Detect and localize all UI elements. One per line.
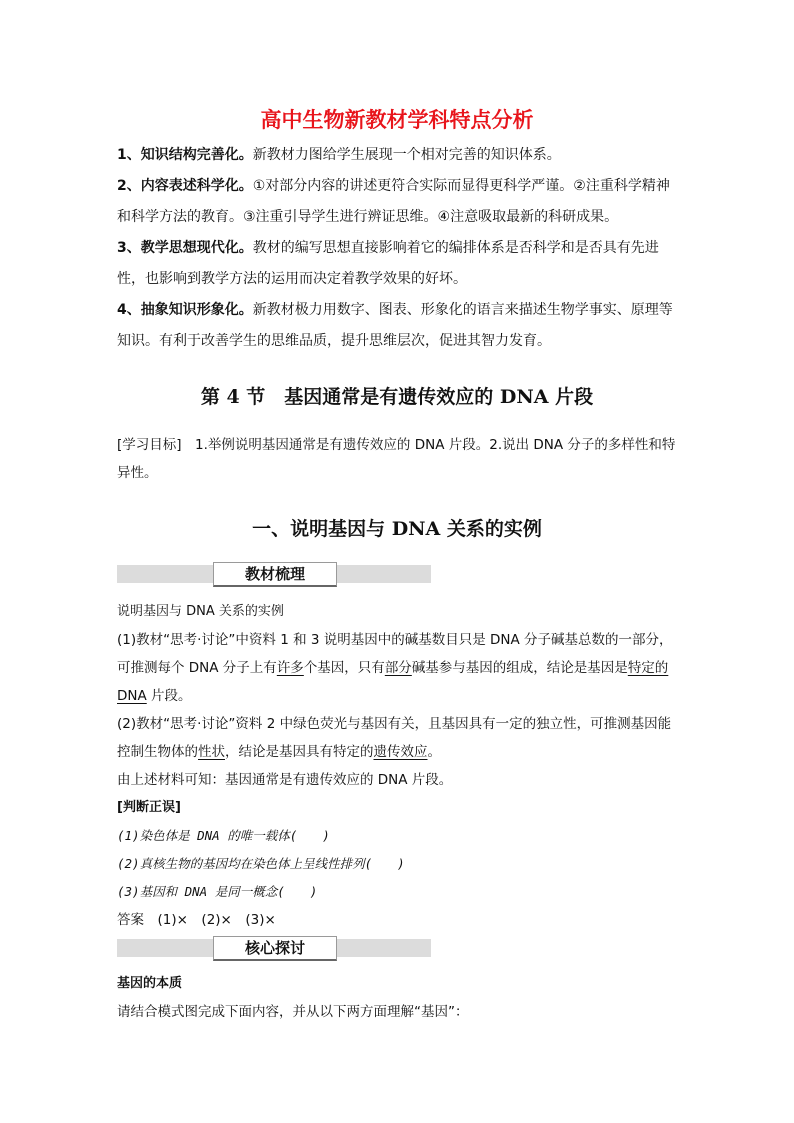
learning-goal-text: 1.举例说明基因通常是有遗传效应的 DNA 片段。2.说出 DNA 分子的多样性和特异性。 (117, 437, 676, 481)
answer-blank: 遗传效应 (373, 744, 428, 760)
summary-conclusion: 由上述材料可知：基因通常是有遗传效应的 DNA 片段。 (117, 772, 453, 788)
answer-blank: 许多 (276, 660, 304, 676)
judge-item: (1)染色体是 DNA 的唯一载体( ) (117, 828, 330, 843)
section-bar-core (117, 939, 431, 957)
core-text: 请结合模式图完成下面内容，并从以下两方面理解“基因”： (117, 1004, 469, 1020)
feature-list (117, 140, 677, 357)
feature-item (117, 295, 677, 357)
core-heading: 基因的本质 (117, 976, 183, 991)
part-title: 一、说明基因与 DNA 关系的实例 (252, 518, 542, 540)
feature-item (117, 140, 677, 171)
section-bar-textbook (117, 565, 431, 583)
text-run: (1)教材“思考·讨论”中资料 1 和 3 说明基因中的碱基数目只是 DNA 分子碱基总数的一部分，可推测每个 DNA 分子上有 (117, 632, 673, 676)
answer-line: 答案 (1)× (2)× (3)× (117, 912, 276, 928)
judge-label: [判断正误] (117, 800, 181, 815)
answer-blank: 部分 (384, 660, 412, 676)
text-run: 。 (427, 744, 441, 760)
feature-text: 新教材力图给学生展现一个相对完善的知识体系。 (252, 147, 561, 163)
answer-blank: 特定的 DNA (117, 660, 669, 704)
text-run: ，结论是基因具有特定的 (225, 744, 374, 760)
section-title: 第 4 节 基因通常是有遗传效应的 DNA 片段 (200, 386, 594, 408)
learning-goal (117, 431, 677, 487)
feature-lead: 3、教学思想现代化。 (117, 240, 253, 256)
section-bar-label: 核心探讨 (213, 936, 337, 961)
feature-text: 教材的编写思想直接影响着它的编排体系是否科学和是否具有先进性，也影响到教学方法的运用而决定着教学效果的好坏。 (117, 240, 659, 287)
judge-item: (2)真核生物的基因均在染色体上呈线性排列( ) (117, 856, 405, 871)
text-run: 个基因，只有 (303, 660, 385, 676)
textbook-summary (117, 598, 677, 934)
summary-paragraph-1 (117, 626, 677, 710)
document-title: 高中生物新教材学科特点分析 (260, 108, 534, 132)
feature-text: 新教材极力用数字、图表、形象化的语言来描述生物学事实、原理等知识。有利于改善学生的思维品质，提升思维层次，促进其智力发育。 (117, 302, 673, 349)
text-run: (2)教材“思考·讨论”资料 2 中绿色荧光与基因有关，且基因具有一定的独立性，可推测基因能控制生物体的 (117, 716, 672, 760)
core-discussion (117, 970, 677, 1026)
summary-paragraph-2 (117, 710, 677, 766)
feature-lead: 4、抽象知识形象化。 (117, 302, 253, 318)
feature-item (117, 233, 677, 295)
feature-text: ①对部分内容的讲述更符合实际而显得更科学严谨。②注重科学精神和科学方法的教育。③注重引导学生进行辨证思维。④注意吸取最新的科研成果。 (117, 178, 670, 225)
feature-item (117, 171, 677, 233)
section-bar-label: 教材梳理 (213, 562, 337, 587)
text-run: 片段。 (146, 688, 192, 704)
answer-blank: 性状 (198, 744, 225, 760)
learning-goal-label: [学习目标] (117, 437, 182, 453)
text-run: 碱基参与基因的组成，结论是基因是 (411, 660, 628, 676)
judge-item: (3)基因和 DNA 是同一概念( ) (117, 884, 318, 899)
feature-lead: 2、内容表述科学化。 (117, 178, 253, 194)
summary-heading: 说明基因与 DNA 关系的实例 (117, 604, 284, 619)
feature-lead: 1、知识结构完善化。 (117, 147, 253, 163)
